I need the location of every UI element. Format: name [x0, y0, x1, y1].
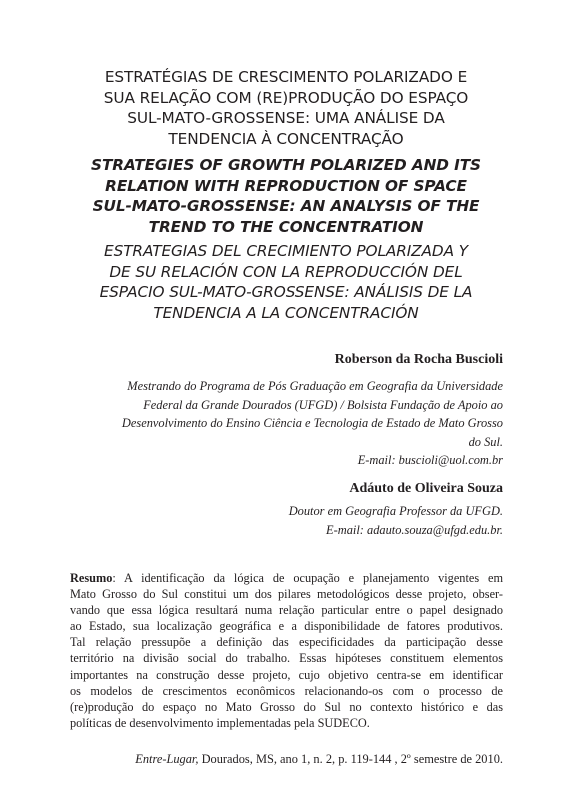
abstract-line: ao Estado, sua localização geográfica e a disponibilidade de fatores produtivos.: [70, 619, 503, 634]
title-line: DE SU RELACIÓN CON LA REPRODUCCIÓN DEL: [109, 262, 463, 281]
title-spanish: [60, 241, 512, 323]
title-line: SUL-MATO-GROSSENSE: AN ANALYSIS OF THE: [92, 197, 480, 215]
abstract-line: importantes na construção desse projeto, cujo objetivo centra-se em identificar: [70, 667, 503, 682]
author-name: Adáuto de Oliveira Souza: [349, 481, 503, 496]
title-english: [60, 155, 512, 237]
affiliation-line: Desenvolvimento do Ensino Ciência e Tecnologia de Estado de Mato Grosso: [121, 416, 503, 431]
abstract-line: vando que essa lógica resultará numa relação particular entre o papel designado: [70, 603, 503, 618]
author-affiliation: [122, 377, 503, 470]
journal-name: Entre-Lugar,: [135, 752, 199, 766]
abstract-separator: :: [112, 571, 124, 585]
title-line: SUL-MATO-GROSSENSE: UMA ANÁLISE DA: [127, 109, 445, 127]
title-line: ESTRATÉGIAS DE CRESCIMENTO POLARIZADO E: [104, 68, 468, 86]
author-name: Roberson da Rocha Buscioli: [334, 352, 503, 367]
title-portuguese: [60, 67, 512, 149]
footer-citation: [70, 751, 503, 767]
title-line: RELATION WITH REPRODUCTION OF SPACE: [105, 176, 467, 195]
abstract-line: Mato Grosso do Sul constitui um dos pilares metodológicos desse projeto, obser-: [70, 587, 503, 602]
title-line: SUA RELAÇÃO COM (RE)PRODUÇÃO DO ESPAÇO: [103, 88, 469, 107]
affiliation-line: Mestrando do Programa de Pós Graduação em Geografia da Universidade: [127, 379, 503, 393]
author-email: E-mail: buscioli@uol.com.br: [357, 453, 503, 468]
affiliation-line: do Sul.: [468, 434, 503, 449]
title-line: TREND TO THE CONCENTRATION: [148, 217, 424, 236]
affiliation-line: Doutor em Geografia Professor da UFGD.: [288, 504, 503, 518]
abstract-label: Resumo: [70, 571, 113, 585]
title-line: STRATEGIES OF GROWTH POLARIZED AND ITS: [91, 156, 481, 174]
abstract-text: A identificação da lógica de ocupação e planejamento vigentes em: [123, 571, 504, 585]
citation-details: Dourados, MS, ano 1, n. 2, p. 119-144 , 2º semestre de 2010.: [198, 752, 503, 766]
affiliation-line: Federal da Grande Dourados (UFGD) / Bolsista Fundação de Apoio ao: [143, 397, 503, 412]
title-line: TENDENCIA À CONCENTRAÇÃO: [168, 129, 404, 148]
title-line: ESTRATEGIAS DEL CRECIMIENTO POLARIZADA Y: [104, 242, 468, 260]
abstract-line: políticas de desenvolvimento implementadas pela SUDECO.: [70, 715, 370, 730]
author-affiliation: [289, 502, 503, 539]
title-line: ESPACIO SUL-MATO-GROSSENSE: ANÁLISIS DE LA: [99, 283, 473, 301]
title-line: TENDENCIA A LA CONCENTRACIÓN: [153, 303, 419, 322]
abstract-line: Tal relação pressupõe a definição das especificidades da participação desse: [70, 635, 503, 650]
abstract-line: (re)produção do espaço no Mato Grosso do Sul no contexto histórico e das: [70, 699, 503, 714]
abstract-line: [70, 570, 503, 586]
abstract-line: território na divisão social do trabalho. Essas hipóteses constituem elementos: [70, 651, 503, 666]
abstract-line: os modelos de crescimentos econômicos relacionando-os com o processo de: [70, 683, 503, 698]
author-email: E-mail: adauto.souza@ufgd.edu.br.: [326, 522, 503, 537]
abstract: [70, 570, 503, 731]
